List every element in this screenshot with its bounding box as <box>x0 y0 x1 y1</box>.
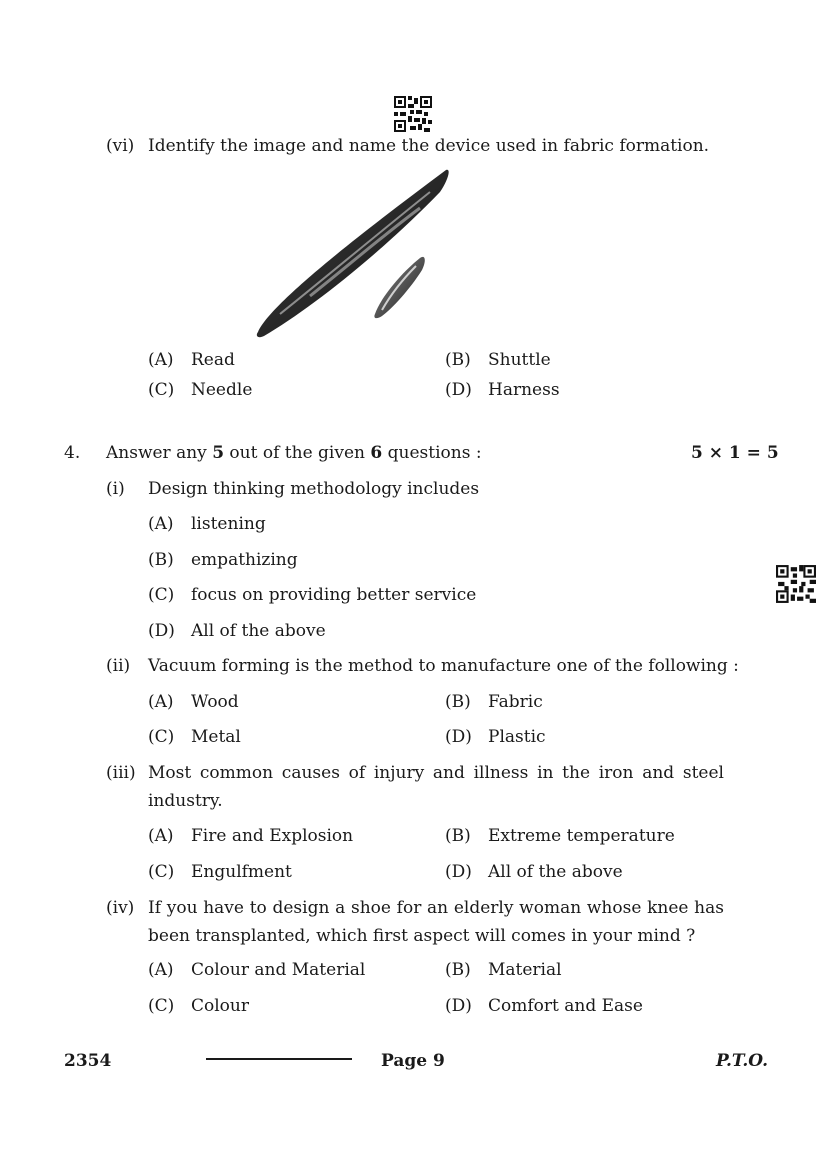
q4-ii-option-a-text: Wood <box>191 692 239 712</box>
qr-code-side <box>776 565 816 603</box>
qr-code-top <box>394 96 432 132</box>
q4-iii-option-d-letter: (D) <box>445 862 472 882</box>
q4-ii-text: Vacuum forming is the method to manufacture one of the following : <box>148 656 739 676</box>
q4-iii-text-line2: industry. <box>148 791 223 811</box>
q4-marks: 5 × 1 = 5 <box>691 443 779 463</box>
q4-iv-label: (iv) <box>106 898 135 918</box>
q4-ii-option-d-letter: (D) <box>445 727 472 747</box>
q-vi-option-b-text: Shuttle <box>488 350 551 370</box>
q4-instruction: Answer any 5 out of the given 6 questions : <box>106 443 482 463</box>
footer-pto: P.T.O. <box>716 1051 768 1071</box>
q4-ii-option-b-letter: (B) <box>445 692 471 712</box>
q-vi-option-c-text: Needle <box>191 380 253 400</box>
q4-ii-label: (ii) <box>106 656 131 676</box>
q4-iii-option-c-letter: (C) <box>148 862 175 882</box>
q4-iv-option-b-letter: (B) <box>445 960 471 980</box>
q4-iv-option-a-letter: (A) <box>148 960 174 980</box>
q-vi-label: (vi) <box>106 136 135 156</box>
q4-iv-option-c-text: Colour <box>191 996 249 1016</box>
q-vi-text: Identify the image and name the device used in fabric formation. <box>148 136 710 156</box>
q4-i-option-d-letter: (D) <box>148 621 175 641</box>
q4-i-option-a-letter: (A) <box>148 514 174 534</box>
footer-code: 2354 <box>64 1051 112 1071</box>
q4-i-option-d-text: All of the above <box>191 621 326 641</box>
q4-ii-option-d-text: Plastic <box>488 727 546 747</box>
q4-iv-option-a-text: Colour and Material <box>191 960 366 980</box>
q4-i-option-a-text: listening <box>191 514 266 534</box>
q-vi-option-d-text: Harness <box>488 380 560 400</box>
q4-iii-option-b-text: Extreme temperature <box>488 826 675 846</box>
q4-ii-option-c-text: Metal <box>191 727 241 747</box>
q4-iv-option-d-text: Comfort and Ease <box>488 996 643 1016</box>
q-vi-option-a-text: Read <box>191 350 235 370</box>
q-vi-option-a-letter: (A) <box>148 350 174 370</box>
q4-iii-label: (iii) <box>106 763 136 783</box>
q4-i-option-c-letter: (C) <box>148 585 175 605</box>
footer-page-number: Page 9 <box>381 1051 445 1071</box>
q4-iii-option-d-text: All of the above <box>488 862 623 882</box>
q4-iii-option-a-letter: (A) <box>148 826 174 846</box>
q-vi-option-c-letter: (C) <box>148 380 175 400</box>
q4-iv-text-line2: been transplanted, which first aspect will comes in your mind ? <box>148 926 696 946</box>
q4-i-option-c-text: focus on providing better service <box>191 585 477 605</box>
q4-iv-option-d-letter: (D) <box>445 996 472 1016</box>
q4-i-text: Design thinking methodology includes <box>148 479 480 499</box>
q4-ii-option-c-letter: (C) <box>148 727 175 747</box>
q4-iii-option-a-text: Fire and Explosion <box>191 826 354 846</box>
q4-iii-option-c-text: Engulfment <box>191 862 292 882</box>
shuttle-image <box>250 164 460 349</box>
q4-iv-option-b-text: Material <box>488 960 562 980</box>
q4-i-option-b-text: empathizing <box>191 550 298 570</box>
q4-ii-option-b-text: Fabric <box>488 692 543 712</box>
q4-iv-text-line1: If you have to design a shoe for an elderly woman whose knee has <box>148 898 724 918</box>
q4-i-label: (i) <box>106 479 125 499</box>
q4-ii-option-a-letter: (A) <box>148 692 174 712</box>
footer-rule <box>206 1058 352 1060</box>
q4-iii-text-line1: Most common causes of injury and illness in the iron and steel <box>148 763 724 783</box>
q4-iii-option-b-letter: (B) <box>445 826 471 846</box>
q-vi-option-d-letter: (D) <box>445 380 472 400</box>
q4-i-option-b-letter: (B) <box>148 550 174 570</box>
q-vi-option-b-letter: (B) <box>445 350 471 370</box>
q4-number: 4. <box>64 443 81 463</box>
q4-iv-option-c-letter: (C) <box>148 996 175 1016</box>
